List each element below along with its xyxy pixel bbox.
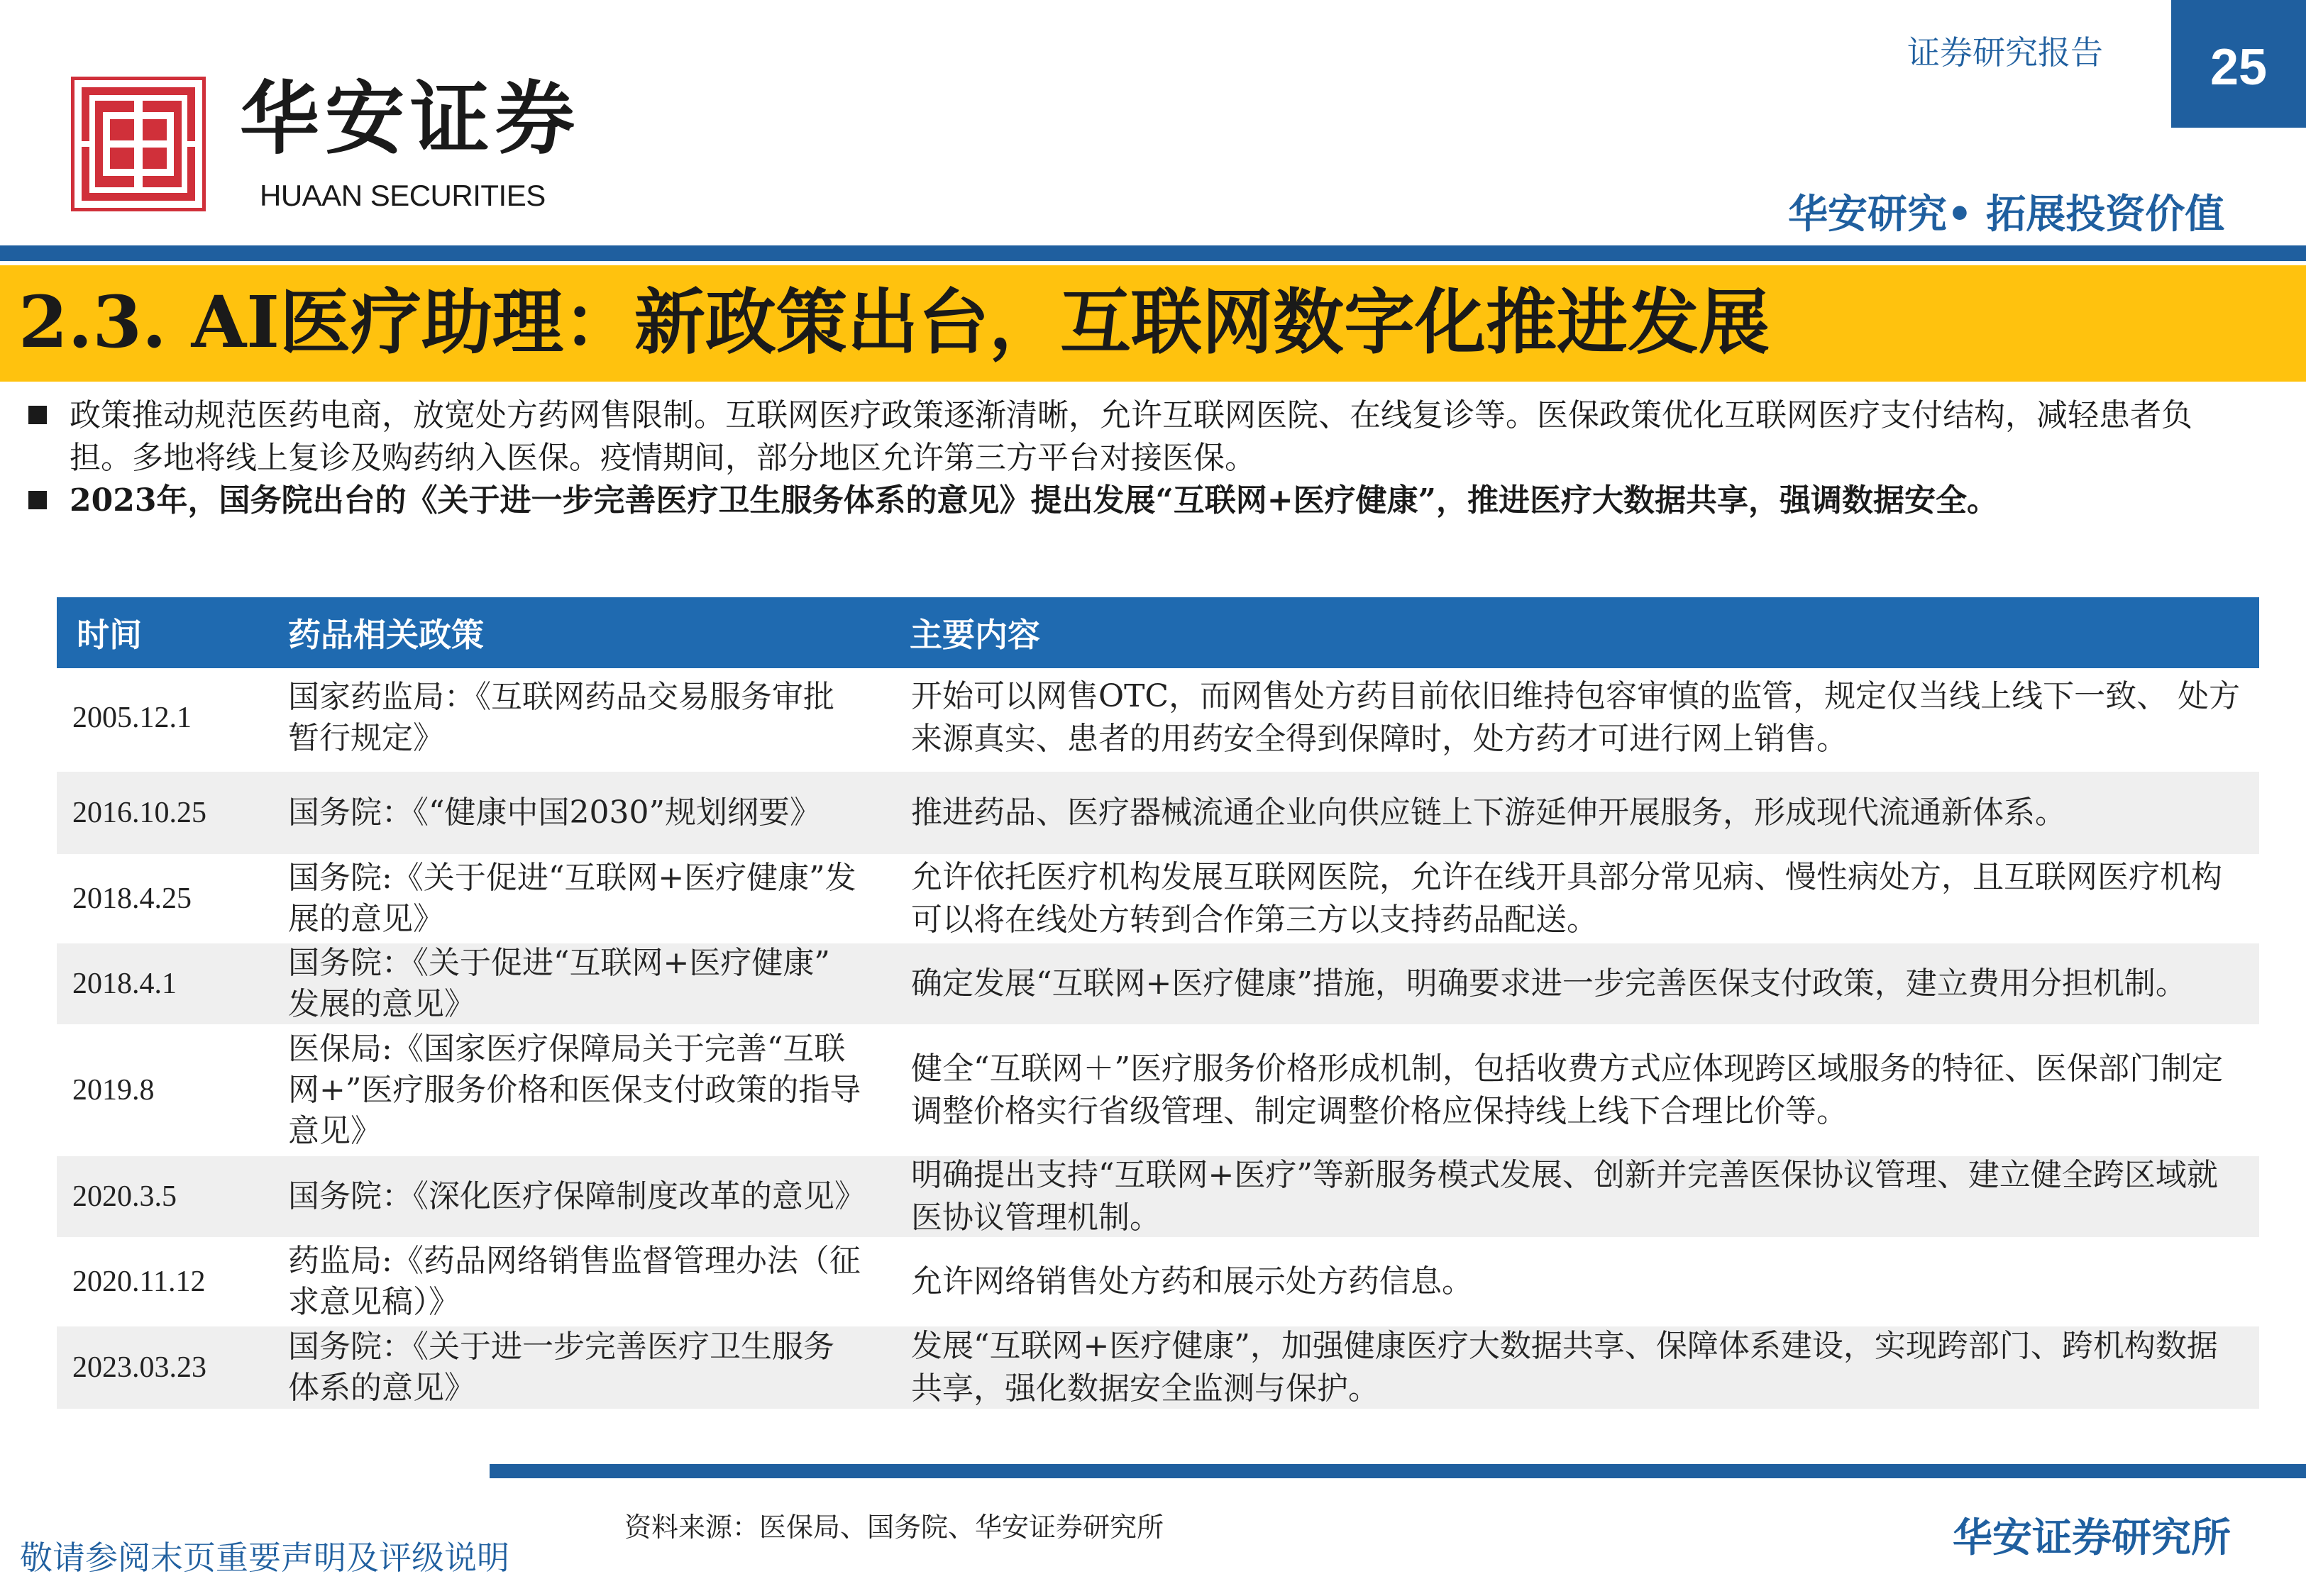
row-policy: 国务院：《关于促进“互联网+医疗健康” 发展的意见》 bbox=[288, 945, 830, 1022]
row-policy: 国务院：《深化医疗保障制度改革的意见》 bbox=[288, 1178, 866, 1214]
table-row bbox=[57, 1326, 2259, 1413]
table-row bbox=[57, 858, 2259, 943]
header-date: 时间 bbox=[77, 616, 142, 654]
bullet-square-icon bbox=[28, 491, 47, 509]
page-number: 25 bbox=[2171, 0, 2306, 128]
policy-table bbox=[57, 597, 2259, 1413]
row-content: 确定发展“互联网+医疗健康”措施，明确要求进一步完善医保支付政策，建立费用分担机制。 bbox=[911, 965, 2187, 1002]
bullet-text: 政策推动规范医药电商，放宽处方药网售限制。互联网医疗政策逐渐清晰，允许互联网医院、在线复诊等。医保政策优化互联网医疗支付结构，减轻患者负担。多地将线上复诊及购药纳入医保。疫情期间，部分地区允许第三方平台对接医保。 bbox=[70, 397, 2192, 476]
row-content: 开始可以网售OTC，而网售处方药目前依旧维持包容审慎的监管，规定仅当线上线下一致、 处方来源真实、患者的用药安全得到保障时，处方药才可进行网上销售。 bbox=[911, 678, 2241, 757]
row-policy: 医保局:《国家医疗保障局关于完善“互联网+”医疗服务价格和医保支付政策的指导意见》 bbox=[288, 1031, 861, 1149]
header-divider bbox=[0, 245, 2306, 261]
row-policy: 国务院：《关于进一步完善医疗卫生服务体系的意见》 bbox=[288, 1329, 834, 1406]
table-row bbox=[57, 1029, 2259, 1156]
table-row bbox=[57, 1241, 2259, 1326]
bullet-list bbox=[26, 394, 2218, 522]
bullet-item bbox=[26, 394, 2218, 480]
header-policy: 药品相关政策 bbox=[288, 616, 484, 654]
logo-pattern-icon bbox=[71, 77, 206, 211]
row-date: 2018.4.25 bbox=[72, 882, 192, 915]
header-content: 主要内容 bbox=[910, 616, 1040, 654]
row-content: 推进药品、医疗器械流通企业向供应链上下游延伸开展服务，形成现代流通新体系。 bbox=[911, 794, 2066, 831]
row-date: 2016.10.25 bbox=[72, 797, 206, 829]
institute-name: 华安证券研究所 bbox=[1953, 1515, 2231, 1561]
row-date: 2023.03.23 bbox=[72, 1351, 206, 1384]
row-date: 2020.11.12 bbox=[72, 1265, 206, 1298]
row-content: 允许网络销售处方药和展示处方药信息。 bbox=[911, 1263, 1473, 1299]
row-date: 2020.3.5 bbox=[72, 1180, 177, 1213]
section-title: 2.3. AI医疗助理：新政策出台，互联网数字化推进发展 bbox=[18, 280, 1770, 364]
row-content: 允许依托医疗机构发展互联网医院，允许在线开具部分常见病、慢性病处方，且互联网医疗机构可以将在线处方转到合作第三方以支持药品配送。 bbox=[911, 859, 2222, 938]
source-note: 资料来源：医保局、国务院、华安证券研究所 bbox=[624, 1512, 1164, 1543]
table-header bbox=[57, 597, 2259, 668]
report-type-label: 证券研究报告 bbox=[1907, 33, 2103, 72]
logo-english-name: HUAAN SECURITIES bbox=[260, 179, 546, 212]
row-policy: 国家药监局：《互联网药品交易服务审批暂行规定》 bbox=[288, 679, 834, 756]
table-row bbox=[57, 943, 2259, 1029]
header-tagline: 华安研究• 拓展投资价值 bbox=[1788, 192, 2225, 238]
row-policy: 国务院：《“健康中国2030”规划纲要》 bbox=[288, 794, 821, 831]
table-row bbox=[57, 668, 2259, 772]
row-content: 明确提出支持“互联网+医疗”等新服务模式发展、创新并完善医保协议管理、建立健全跨区域就医协议管理机制。 bbox=[911, 1157, 2218, 1236]
bullet-item bbox=[26, 480, 2218, 522]
row-date: 2019.8 bbox=[72, 1074, 155, 1107]
row-date: 2018.4.1 bbox=[72, 968, 177, 1000]
bullet-square-icon bbox=[28, 406, 47, 424]
row-date: 2005.12.1 bbox=[72, 702, 192, 734]
company-logo-mark bbox=[71, 77, 206, 211]
row-policy: 药监局:《药品网络销售监督管理办法（征求意见稿）》 bbox=[288, 1243, 861, 1320]
footer-divider bbox=[490, 1464, 2306, 1478]
logo-chinese-name: 华安证券 bbox=[240, 72, 580, 165]
disclaimer-link[interactable]: 敬请参阅末页重要声明及评级说明 bbox=[20, 1539, 509, 1577]
table-row bbox=[57, 772, 2259, 858]
row-policy: 国务院:《关于促进“互联网+医疗健康”发展的意见》 bbox=[288, 860, 856, 937]
bullet-text: 2023年，国务院出台的《关于进一步完善医疗卫生服务体系的意见》提出发展“互联网+医疗健康”，推进医疗大数据共享，强调数据安全。 bbox=[70, 482, 1998, 519]
table-row bbox=[57, 1156, 2259, 1241]
row-content: 发展“互联网+医疗健康”，加强健康医疗大数据共享、保障体系建设，实现跨部门、跨机构数据共享，强化数据安全监测与保护。 bbox=[911, 1328, 2218, 1407]
row-content: 健全“互联网＋”医疗服务价格形成机制，包括收费方式应体现跨区域服务的特征、医保部门制定调整价格实行省级管理、制定调整价格应保持线上线下合理比价等。 bbox=[911, 1051, 2223, 1129]
